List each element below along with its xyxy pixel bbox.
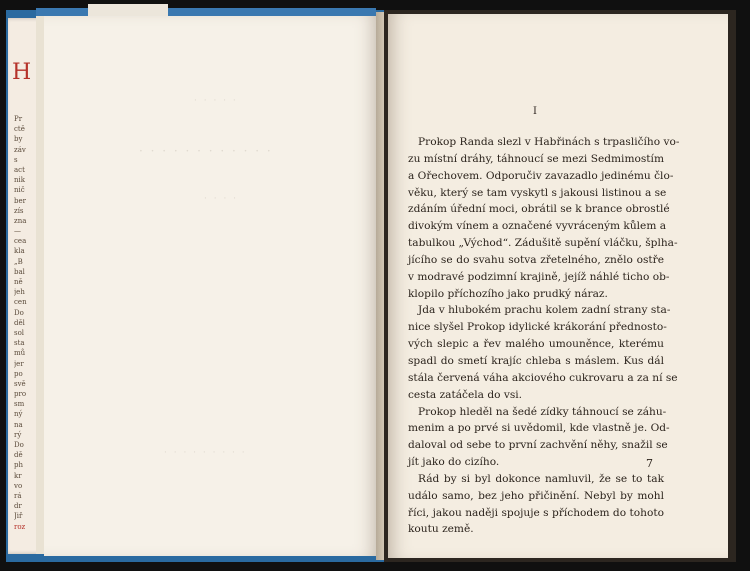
flap-text-line: ph: [14, 461, 23, 470]
show-through-text: · · · · · · · · · · · ·: [139, 144, 273, 158]
text-line: v modravé podzimní krajině, jejíž náhlé ticho ob-: [408, 270, 670, 283]
flap-text-line: zna: [14, 216, 27, 225]
flap-text-line: kla: [14, 247, 25, 256]
text-line: Rád by si byl dokonce namluvil, že se to tak: [418, 472, 664, 485]
text-line: stála červená váha akciového cukrovaru a za ní se: [408, 371, 678, 384]
flap-text-line: ně: [14, 278, 23, 286]
text-page-right: [388, 14, 728, 558]
flap-text-line: dě: [14, 451, 23, 460]
flap-text-line: ný: [14, 410, 23, 419]
flap-text-line: pro: [14, 390, 27, 399]
flap-text-line: roz: [14, 522, 26, 531]
blank-left-page: [44, 16, 378, 556]
body-text: [408, 134, 680, 538]
flap-text-line: cea: [14, 237, 27, 246]
text-line: věku, který se tam vyskytl s jakousi listinou a se: [408, 186, 667, 199]
show-through-text: · · · · ·: [194, 96, 238, 106]
flap-text-line: svě: [14, 379, 26, 388]
flap-text-line: sta: [14, 339, 25, 348]
text-line: jít jako do cizího.: [408, 456, 500, 469]
flap-text-line: mů: [14, 349, 26, 358]
flap-text-line: bal: [14, 267, 25, 276]
text-line: zdáním úřední moci, obrátil se k brance obrostlé: [408, 203, 670, 216]
text-line: divokým vínem a označené vyvráceným kůlem a: [408, 220, 667, 233]
text-line: jícího se do svahu sotva zřetelného, znělo ostře: [408, 253, 664, 266]
flap-text-line: act: [14, 165, 25, 174]
text-line: cesta zatáčela do vsi.: [408, 388, 523, 401]
flap-text-line: cen: [14, 298, 27, 307]
text-line: vých slepic a řev malého umouněnce, kterému: [408, 338, 664, 351]
flap-text-line: Do: [14, 441, 24, 449]
flap-text-line: na: [14, 420, 23, 429]
flap-text-line: sol: [14, 328, 25, 337]
flap-text-line: nič: [14, 186, 25, 195]
flap-initial-letter: H: [12, 60, 32, 85]
flap-text-line: Do: [14, 308, 24, 317]
page-number: 7: [646, 457, 653, 470]
flap-text-line: jeh: [14, 288, 25, 297]
text-line: koutu země.: [408, 523, 474, 536]
text-line: Prokop hleděl na šedé zídky táhnoucí se záhu-: [418, 405, 667, 418]
text-line: menim a po prvé si uvědomil, kde vlastně je. Od-: [408, 422, 670, 435]
show-through-text: · · · · · · · · ·: [164, 448, 247, 458]
text-line: zu místní dráhy, táhnoucí se mezi Sedmimostím: [408, 152, 664, 165]
show-through-text: · · · ·: [204, 194, 239, 204]
flap-text-line: ctě: [14, 125, 25, 134]
chapter-number: I: [533, 106, 537, 117]
flap-text-line: dr: [14, 502, 22, 511]
flap-text-line: zís: [14, 206, 24, 215]
flap-text-line: „B: [14, 257, 23, 266]
text-line: tabulkou „Východ“. Zádušitě supění vláčku, šplha-: [408, 237, 678, 250]
text-line: spadl do smetí krajíc chleba s máslem. Kus dál: [408, 354, 664, 367]
flap-text-line: rá: [14, 491, 22, 500]
flap-text-line: Jiř: [14, 512, 23, 521]
text-line: událo samo, bez jeho přičinění. Nebyl by mohl: [408, 489, 664, 502]
flap-text-line: ber: [14, 196, 26, 205]
flap-text-line: nik: [14, 176, 25, 185]
flap-text-line: záv: [14, 145, 26, 154]
text-line: Jda v hlubokém prachu kolem zadní strany sta-: [418, 304, 671, 317]
flap-text-line: jer: [14, 359, 24, 368]
flap-text-line: s: [14, 155, 18, 164]
flap-text-line: děl: [14, 318, 25, 327]
text-line: Prokop Randa slezl v Habřinách s trpasličího vo-: [418, 136, 680, 148]
top-paper-strip: [88, 4, 168, 16]
text-line: daloval od sebe to první zachvění něhy, snažil se: [408, 439, 668, 452]
flap-text-line: by: [14, 135, 23, 144]
inner-paper-strip: [36, 16, 44, 554]
text-line: klopilo příchozího jako prudký náraz.: [408, 287, 608, 300]
flap-text-line: sm: [14, 400, 25, 409]
flap-text-line: kr: [14, 471, 22, 480]
text-line: říci, jakou naději spojuje s příchodem do tohoto: [408, 506, 664, 519]
flap-text-line: vo: [14, 481, 23, 490]
text-line: a Ořechovem. Odporučiv zavazadlo jedinému člo-: [408, 169, 674, 182]
flap-text-line: —: [14, 227, 21, 236]
flap-text-line: po: [14, 369, 23, 378]
text-line: nice slyšel Prokop idylické krákorání přednosto-: [408, 321, 667, 334]
flap-text-line: Pr: [14, 115, 23, 123]
flap-text-line: rý: [14, 430, 22, 439]
